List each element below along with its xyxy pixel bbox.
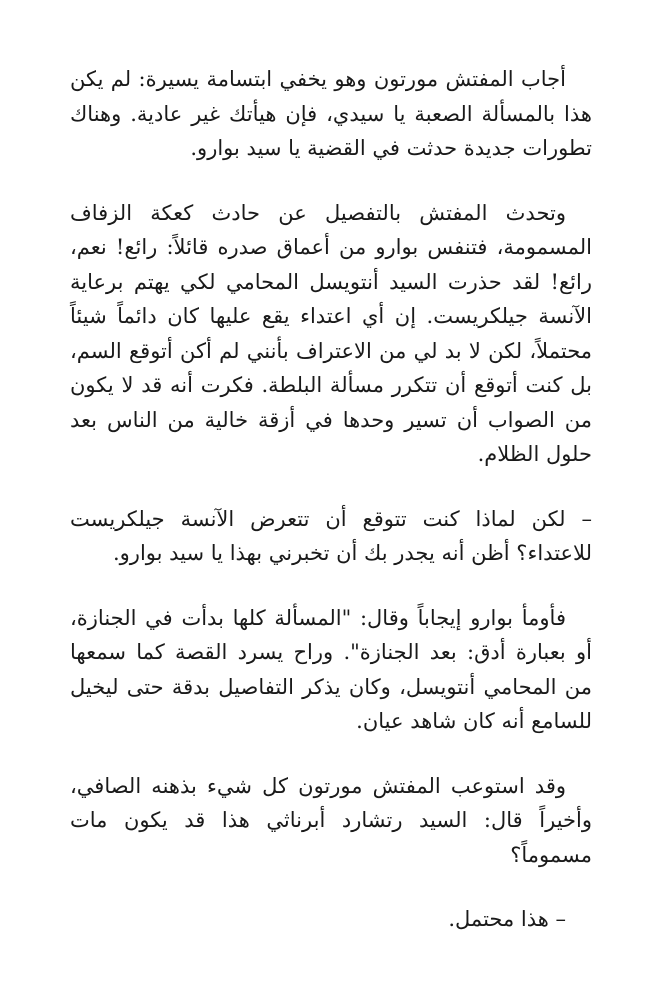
- paragraph-6: – هذا محتمل.: [448, 907, 566, 931]
- paragraph-3: – لكن لماذا كنت تتوقع أن تتعرض الآنسة جيلكريست للاعتداء؟ أظن أنه يجدر بك أن تخبرني بهذا يا سيد بوارو.: [70, 506, 592, 565]
- paragraph-2: وتحدث المفتش بالتفصيل عن حادث كعكة الزفاف المسمومة، فتنفس بوارو من أعماق صدره قائلاً: رائع! نعم، رائع! لقد حذرت السيد أنتويسل المحامي لكي يهتم برعاية الآنسة جيلكريست. إن أي اعتداء يقع عليها كان دائماً شيئاً محتملاً، لكن لا بد لي من الاعتراف بأنني لم أكن أتوقع السم، بل كنت أتوقع أن تتكرر مسألة البلطة. فكرت أنه قد لا يكون من الصواب أن تسير وحدها في أزقة خالية من الناس بعد حلول الظلام.: [70, 200, 592, 466]
- paragraph-5: وقد استوعب المفتش مورتون كل شيء بذهنه الصافي، وأخيراً قال: السيد رتشارد أبرناثي هذا قد يكون مات مسموماً؟: [70, 773, 592, 867]
- paragraph-4: فأومأ بوارو إيجاباً وقال: "المسألة كلها بدأت في الجنازة، أو بعبارة أدق: بعد الجنازة". وراح يسرد القصة كما سمعها من المحامي أنتويسل، وكان يذكر التفاصيل بدقة حتى ليخيل للسامع أنه كان شاهد عيان.: [70, 605, 592, 733]
- paragraph-1: أجاب المفتش مورتون وهو يخفي ابتسامة يسيرة: لم يكن هذا بالمسألة الصعبة يا سيدي، فإن هيأتك غير عادية. وهناك تطورات جديدة حدثت في القضية يا سيد بوارو.: [70, 67, 592, 160]
- book-page: [70, 62, 592, 937]
